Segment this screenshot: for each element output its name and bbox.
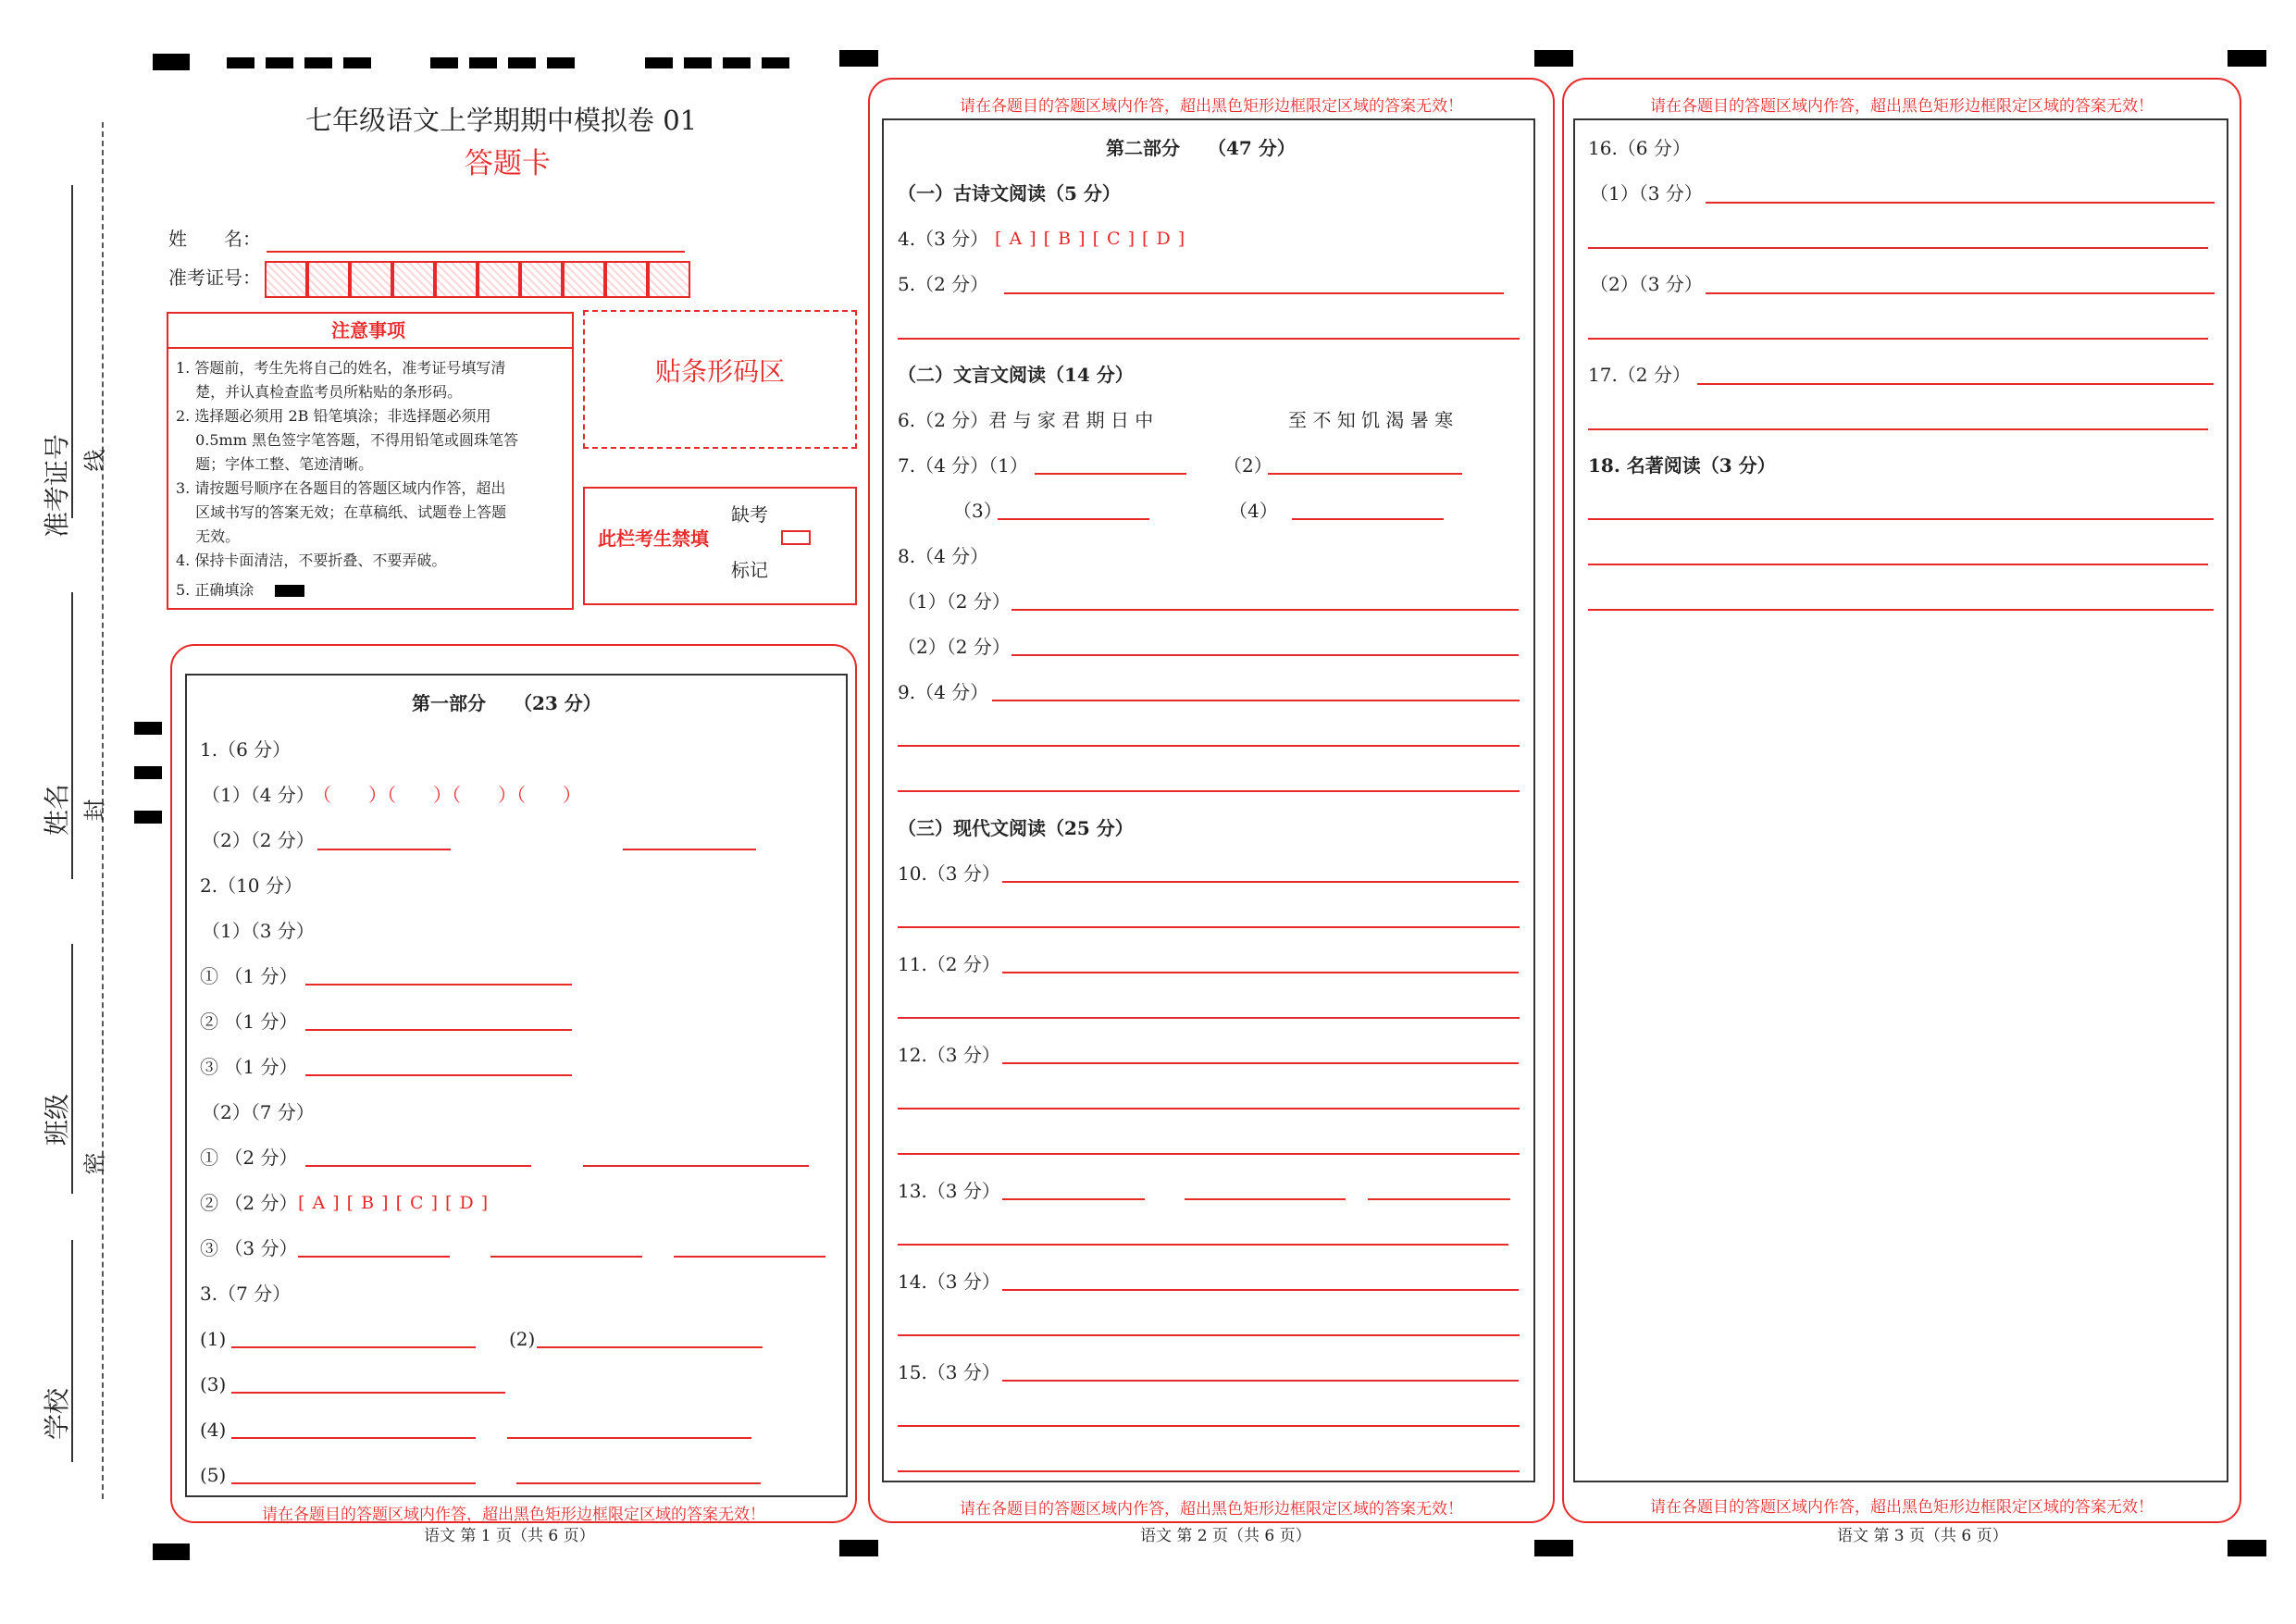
part2-title: 第二部分 （47 分） [1106, 137, 1296, 159]
answer-line[interactable] [1002, 1380, 1519, 1382]
answer-line[interactable] [1002, 1198, 1145, 1200]
q3-label: 3.（7 分） [200, 1283, 292, 1305]
q5-label: 5.（2 分） [898, 273, 989, 295]
q12-label: 12.（3 分） [898, 1044, 1000, 1066]
side-label-secret: 密 [81, 1152, 108, 1175]
warning-text: 请在各题目的答题区域内作答，超出黑色矩形边框限定区域的答案无效！ [960, 97, 1463, 116]
page-footer-3: 语文 第 3 页（共 6 页） [1837, 1527, 2008, 1545]
name-field[interactable] [267, 251, 685, 253]
answer-line[interactable] [1268, 473, 1462, 475]
answer-line[interactable] [1035, 473, 1186, 475]
side-label-line: 线 [81, 449, 108, 472]
answer-line[interactable] [516, 1482, 761, 1484]
q2-2a-label: ① （2 分） [200, 1147, 298, 1169]
note-line: 2. 选择题必须用 2B 铅笔填涂；非选择题必须用 [176, 407, 491, 425]
answer-line[interactable] [231, 1392, 505, 1394]
q7-label: 7.（4 分）（1） [898, 454, 1028, 477]
note-line: 1. 答题前，考生先将自己的姓名，准考证号填写清 [176, 359, 506, 377]
note-line: 无效。 [176, 527, 241, 545]
answer-line[interactable] [317, 849, 451, 850]
answer-line[interactable] [1588, 428, 2208, 430]
answer-line[interactable] [1004, 292, 1504, 294]
note-line: 4. 保持卡面清洁，不要折叠、不要弄破。 [176, 552, 447, 569]
note-line: 3. 请按题号顺序在各题目的答题区域内作答，超出 [176, 479, 506, 497]
answer-line[interactable] [537, 1346, 763, 1348]
q8-label: 8.（4 分） [898, 545, 989, 567]
answer-line[interactable] [1185, 1198, 1346, 1200]
q3-4-label: (4) [200, 1419, 227, 1441]
answer-line[interactable] [898, 1334, 1520, 1336]
q7-2-label: （2） [1223, 454, 1272, 477]
part1-title: 第一部分 （23 分） [412, 692, 602, 714]
answer-line[interactable] [1697, 383, 2214, 385]
answer-line[interactable] [992, 700, 1520, 701]
q1-2-label: （2）（2 分） [202, 829, 315, 851]
q14-label: 14.（3 分） [898, 1271, 1000, 1293]
notes-box [167, 312, 574, 610]
q4-choices[interactable]: [ A ] [ B ] [ C ] [ D ] [995, 229, 1186, 249]
notes-title: 注意事项 [331, 319, 405, 341]
filled-mark-example [275, 585, 304, 597]
side-label-id: 准考证号 [42, 434, 72, 539]
page-footer-1: 语文 第 1 页（共 6 页） [424, 1527, 595, 1545]
answer-line[interactable] [231, 1482, 476, 1484]
q8-2-label: （2）（2 分） [898, 636, 1011, 658]
answer-line[interactable] [998, 518, 1149, 520]
q7-4-label: （4） [1229, 500, 1278, 522]
q16-1-label: （1）（3 分） [1590, 182, 1703, 205]
q1-1-label: （1）（4 分） [202, 784, 315, 806]
page-footer-2: 语文 第 2 页（共 6 页） [1140, 1527, 1311, 1545]
q13-label: 13.（3 分） [898, 1180, 1000, 1202]
answer-line[interactable] [1706, 292, 2215, 294]
warning-text: 请在各题目的答题区域内作答，超出黑色矩形边框限定区域的答案无效！ [960, 1500, 1463, 1519]
q7-3-label: （3） [953, 500, 1002, 522]
q2-1-label: （1）（3 分） [202, 920, 315, 942]
q2-2c-label: ③ （3 分） [200, 1237, 298, 1259]
warning-text: 请在各题目的答题区域内作答，超出黑色矩形边框限定区域的答案无效！ [262, 1506, 765, 1524]
answer-line[interactable] [1368, 1198, 1510, 1200]
answer-line[interactable] [231, 1346, 476, 1348]
answer-line[interactable] [1588, 338, 2208, 340]
answer-line[interactable] [898, 1108, 1520, 1110]
side-label-name: 姓名 [42, 784, 72, 837]
answer-line[interactable] [898, 745, 1520, 747]
q3-3-label: (3) [200, 1373, 227, 1395]
note-line: 题；字体工整、笔迹清晰。 [176, 455, 374, 473]
q2-label: 2.（10 分） [200, 874, 303, 897]
answer-line[interactable] [1002, 881, 1519, 883]
q10-label: 10.（3 分） [898, 862, 1000, 885]
answer-line[interactable] [231, 1437, 476, 1439]
section-ancient-poetry: （一）古诗文阅读（5 分） [898, 182, 1121, 205]
answer-line[interactable] [674, 1256, 825, 1258]
answer-line[interactable] [1292, 518, 1444, 520]
barcode-area [583, 310, 857, 449]
q3-2-label: (2) [509, 1328, 536, 1350]
answer-line[interactable] [305, 1074, 572, 1076]
answer-line[interactable] [305, 1029, 572, 1031]
barcode-label: 贴条形码区 [655, 356, 786, 387]
answer-line[interactable] [1002, 972, 1519, 973]
answer-line[interactable] [490, 1256, 642, 1258]
q18-label: 18. 名著阅读（3 分） [1588, 454, 1776, 477]
q2-2b-choices[interactable]: [ A ] [ B ] [ C ] [ D ] [298, 1193, 490, 1213]
part3-frame [1573, 118, 2228, 1482]
answer-line[interactable] [898, 1153, 1520, 1155]
q2-2-label: （2）（7 分） [202, 1101, 315, 1123]
answer-line[interactable] [1588, 564, 2208, 565]
answer-line[interactable] [898, 1244, 1508, 1246]
answer-line[interactable] [898, 1017, 1520, 1019]
note-line: 0.5mm 黑色签字笔答题，不得用铅笔或圆珠笔答 [176, 431, 518, 449]
answer-line[interactable] [1011, 609, 1519, 611]
side-label-class: 班级 [42, 1094, 72, 1147]
absent-mark-top: 缺考 [731, 503, 768, 526]
warning-text: 请在各题目的答题区域内作答，超出黑色矩形边框限定区域的答案无效！ [1650, 97, 2153, 116]
answer-line[interactable] [1002, 1062, 1519, 1064]
answer-line[interactable] [1011, 654, 1519, 656]
answer-line[interactable] [583, 1165, 809, 1167]
note-line: 区域书写的答案无效；在草稿纸、试题卷上答题 [176, 503, 507, 521]
id-label: 准考证号： [168, 267, 261, 289]
q11-label: 11.（2 分） [898, 953, 1000, 975]
answer-line[interactable] [1588, 247, 2208, 249]
warning-text: 请在各题目的答题区域内作答，超出黑色矩形边框限定区域的答案无效！ [1650, 1498, 2153, 1517]
section-classical-chinese: （二）文言文阅读（14 分） [898, 364, 1134, 386]
answer-line[interactable] [305, 1165, 531, 1167]
q16-2-label: （2）（3 分） [1590, 273, 1703, 295]
side-label-seal: 封 [81, 799, 108, 822]
q8-1-label: （1）（2 分） [898, 590, 1011, 613]
absent-label: 此栏考生禁填 [598, 527, 709, 550]
answer-line[interactable] [1002, 1289, 1519, 1291]
note-line: 楚，并认真检查监考员所粘贴的条形码。 [176, 383, 463, 401]
side-label-school: 学校 [42, 1388, 72, 1441]
q1-label: 1.（6 分） [200, 738, 292, 761]
absent-mark-bottom: 标记 [731, 559, 768, 581]
q9-label: 9.（4 分） [898, 681, 989, 703]
answer-line[interactable] [1706, 202, 2215, 204]
answer-line[interactable] [1588, 609, 2214, 611]
q3-5-label: (5) [200, 1464, 227, 1486]
answer-line[interactable] [898, 1470, 1520, 1472]
q17-label: 17.（2 分） [1588, 364, 1691, 386]
q4-label: 4.（3 分） [898, 228, 989, 250]
answer-line[interactable] [898, 1425, 1520, 1427]
q3-1-label: (1) [200, 1328, 227, 1350]
answer-line[interactable] [305, 984, 572, 986]
section-modern-reading: （三）现代文阅读（25 分） [898, 817, 1134, 839]
q1-1-answer-parens[interactable]: （ ）（ ）（ ）（ ） [313, 784, 581, 806]
absent-checkbox[interactable] [781, 530, 811, 545]
q2-2b-label: ② （2 分） [200, 1192, 298, 1214]
answer-sheet-subtitle: 答题卡 [465, 147, 551, 180]
absent-box [583, 487, 857, 605]
answer-line[interactable] [507, 1437, 751, 1439]
answer-line[interactable] [298, 1256, 450, 1258]
exam-title: 七年级语文上学期期中模拟卷 01 [305, 105, 698, 136]
q15-label: 15.（3 分） [898, 1361, 1000, 1383]
note-line: 5. 正确填涂 [176, 581, 254, 599]
answer-line[interactable] [1588, 518, 2214, 520]
answer-line[interactable] [898, 338, 1520, 340]
q2-1a-label: ① （1 分） [200, 965, 298, 987]
name-label: 姓 名： [168, 228, 261, 250]
q2-1c-label: ③ （1 分） [200, 1056, 298, 1078]
q6-label-b: 至 不 知 饥 渴 暑 寒 [1288, 409, 1454, 431]
q6-label: 6.（2 分）君 与 家 君 期 日 中 [898, 409, 1154, 431]
answer-line[interactable] [623, 849, 756, 850]
answer-line[interactable] [898, 926, 1520, 928]
q16-label: 16.（6 分） [1588, 137, 1691, 159]
q2-1b-label: ② （1 分） [200, 1010, 298, 1033]
answer-line[interactable] [898, 790, 1520, 792]
